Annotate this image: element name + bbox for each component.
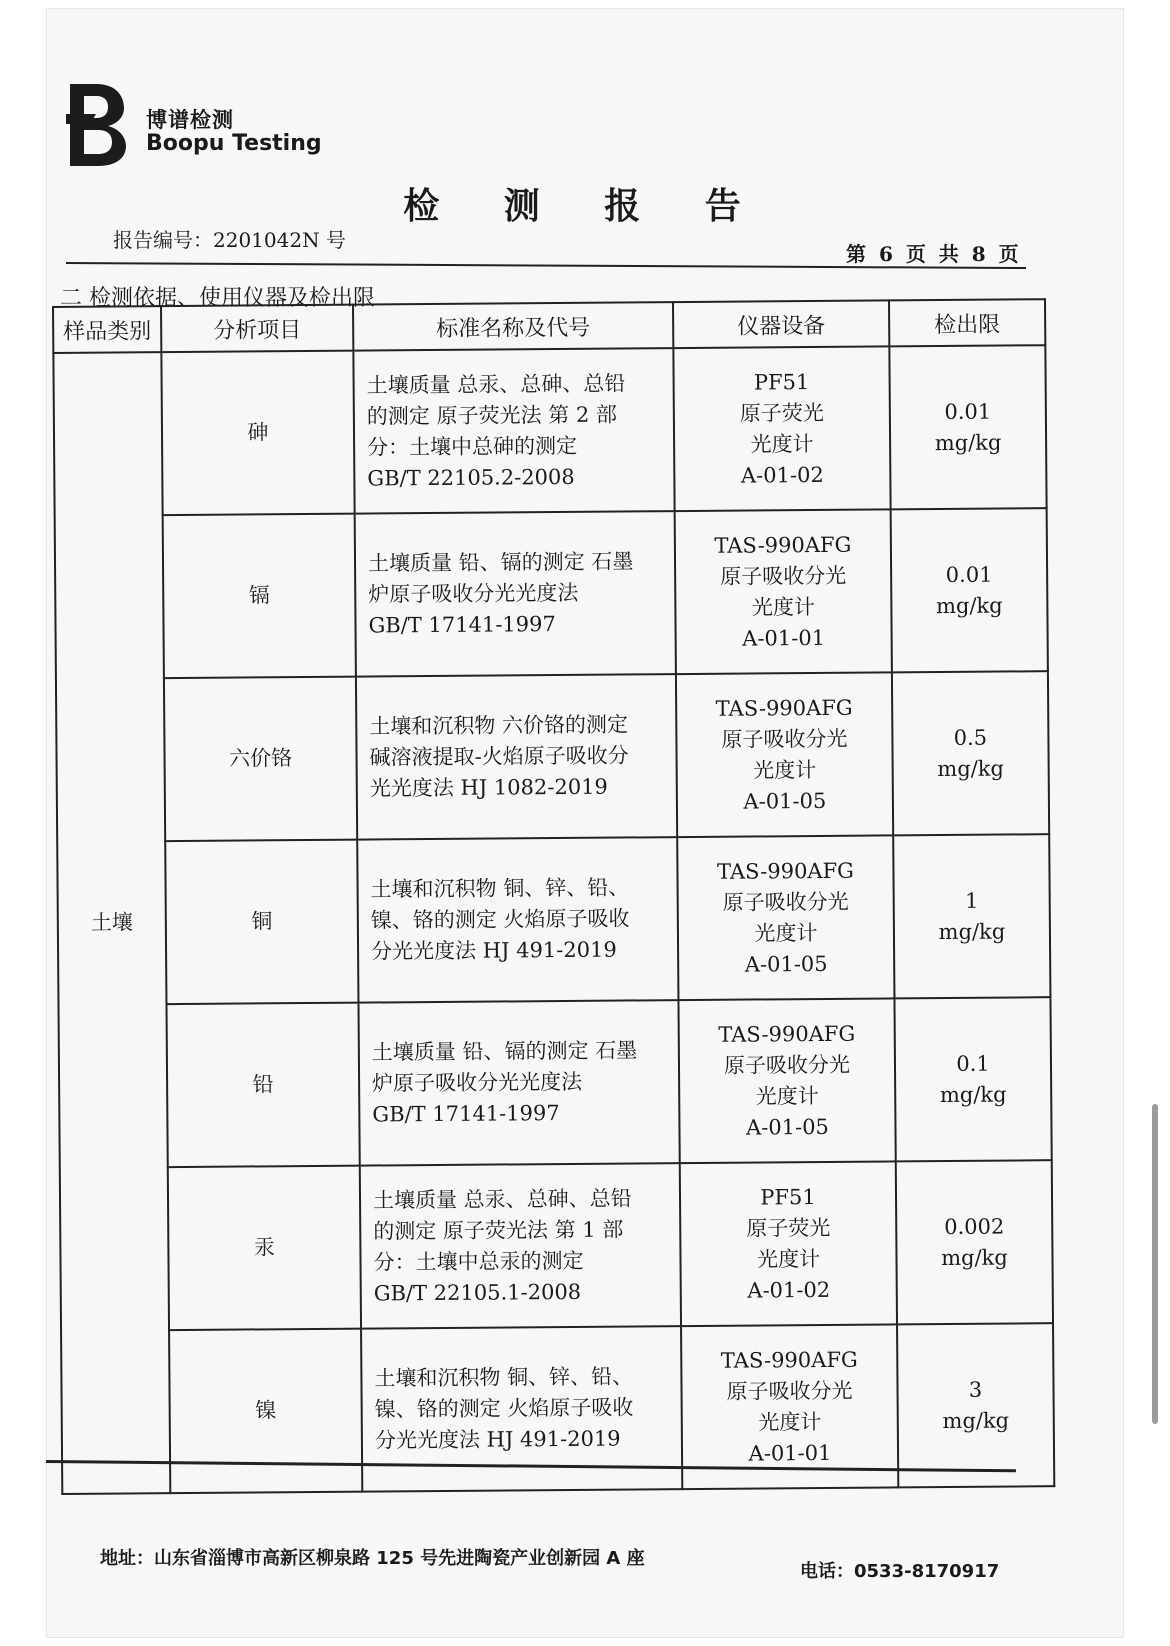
table-row — [55, 508, 1048, 679]
standard-cell — [360, 1163, 681, 1329]
standard-cell-line: 土壤和沉积物 六价铬的测定 — [369, 712, 629, 739]
logo-name-en: Boopu Testing — [146, 131, 322, 156]
standard-cell-line: 分光光度法 HJ 491-2019 — [370, 937, 617, 964]
section-title: 二 检测依据、使用仪器及检出限 — [60, 286, 375, 311]
standard-cell-line: GB/T 17141-1997 — [368, 612, 556, 638]
detection-limit-cell — [897, 1323, 1054, 1487]
detection-limit-cell-line: mg/kg — [934, 430, 1002, 455]
standard-cell-line: 土壤质量 总汞、总砷、总铅 — [366, 371, 626, 398]
detection-limit-cell-line: mg/kg — [939, 1082, 1007, 1107]
instrument-cell-line: 光度计 — [754, 920, 818, 946]
report-title: 检 测 报 告 — [403, 185, 767, 227]
analysis-item-cell: 镉 — [163, 514, 356, 679]
instrument-cell-line: TAS-990AFG — [716, 858, 854, 884]
instrument-cell — [680, 1161, 897, 1326]
detection-limit-cell — [892, 671, 1049, 835]
instrument-cell — [677, 835, 894, 1000]
table-row — [57, 834, 1050, 1005]
instrument-cell-line: A-01-02 — [740, 462, 824, 488]
standard-cell-line: 镍、铬的测定 火焰原子吸收 — [374, 1395, 634, 1422]
table-row — [58, 997, 1051, 1168]
instrument-cell-line: 原子吸收分光 — [721, 726, 848, 752]
instrument-cell — [673, 346, 890, 511]
standard-cell-line: 土壤质量 总汞、总砷、总铅 — [372, 1185, 632, 1213]
detection-limit-cell — [891, 508, 1048, 672]
scrollbar[interactable] — [1152, 1104, 1158, 1424]
report-number: 报告编号：2201042N 号 — [113, 228, 346, 252]
detection-limit-cell-line: mg/kg — [937, 756, 1005, 781]
detection-limit-cell-line: 3 — [968, 1377, 983, 1402]
instrument-cell — [676, 672, 893, 837]
standard-cell-line: 土壤和沉积物 铜、锌、铅、 — [374, 1364, 634, 1391]
standard-cell-line: GB/T 22105.2-2008 — [367, 464, 575, 491]
standard-cell-line: 炉原子吸收分光光度法 — [372, 1069, 583, 1096]
detection-limit-cell-line: mg/kg — [941, 1245, 1008, 1270]
instrument-cell-line: TAS-990AFG — [720, 1347, 858, 1373]
detection-limit-cell-line: 0.01 — [945, 562, 993, 587]
detection-limit-cell-line: 0.5 — [953, 725, 988, 750]
header-sample-type: 样品类别 — [53, 306, 161, 353]
detection-limit-cell-line: mg/kg — [935, 593, 1003, 618]
instrument-cell — [678, 998, 895, 1163]
instrument-cell-line: 原子吸收分光 — [723, 1052, 851, 1078]
standard-cell-line: 镍、铬的测定 火焰原子吸收 — [370, 906, 630, 933]
instrument-cell-line: 光度计 — [756, 1246, 821, 1271]
logo-name-cn: 博谱检测 — [146, 108, 234, 132]
analysis-item-cell: 铅 — [166, 1003, 359, 1168]
instrument-cell-line: A-01-01 — [742, 625, 826, 651]
standard-cell-line: 分：土壤中总汞的测定 — [373, 1248, 584, 1275]
analysis-item-cell: 铜 — [165, 840, 358, 1005]
boopu-logo-icon — [66, 84, 126, 166]
sample-category-cell: 土壤 — [53, 352, 170, 1494]
detection-limit-cell-line: mg/kg — [942, 1408, 1010, 1433]
instrument-cell-line: A-01-05 — [744, 951, 828, 977]
analysis-item-cell: 镍 — [169, 1329, 362, 1494]
standard-cell-line: 的测定 原子荧光法 第 1 部 — [373, 1217, 624, 1244]
instrument-cell-line: 光度计 — [750, 431, 814, 457]
table-row — [60, 1160, 1053, 1331]
analysis-item-cell: 汞 — [168, 1166, 361, 1331]
standard-cell-line: GB/T 22105.1-2008 — [373, 1279, 582, 1306]
instrument-cell-line: 原子吸收分光 — [726, 1378, 853, 1404]
standard-cell — [353, 348, 674, 514]
instrument-cell-line: 原子吸收分光 — [722, 889, 849, 915]
detection-limit-cell — [889, 345, 1046, 509]
instrument-cell-line: TAS-990AFG — [715, 695, 853, 721]
instrument-cell-line: 光度计 — [758, 1409, 822, 1434]
standard-cell-line: 土壤和沉积物 铜、锌、铅、 — [370, 875, 630, 902]
table-row — [53, 345, 1046, 516]
standard-cell-line: 分光光度法 HJ 491-2019 — [374, 1426, 621, 1453]
analysis-item-cell: 砷 — [161, 351, 354, 516]
standard-cell-line: 土壤质量 铅、镉的测定 石墨 — [367, 549, 634, 576]
header-instrument: 仪器设备 — [673, 300, 889, 348]
instrument-cell-line: PF51 — [753, 369, 810, 394]
methods-table — [52, 298, 1055, 1495]
instrument-cell — [675, 509, 892, 674]
page-number: 第 6 页 共 8 页 — [846, 242, 1022, 266]
detection-limit-cell-line: 0.01 — [944, 399, 992, 424]
standard-cell — [355, 511, 676, 677]
standard-cell-line: 分：土壤中总砷的测定 — [367, 433, 578, 460]
instrument-cell-line: 原子荧光 — [739, 400, 824, 426]
standard-cell — [356, 674, 677, 840]
table-row — [56, 671, 1049, 842]
table-header-row — [53, 299, 1045, 353]
standard-cell — [358, 1000, 679, 1166]
instrument-cell-line: PF51 — [760, 1184, 816, 1209]
instrument-cell-line: 原子吸收分光 — [720, 563, 847, 589]
header-detection-limit: 检出限 — [889, 299, 1045, 346]
instrument-cell-line: 光度计 — [751, 594, 815, 620]
instrument-cell-line: 原子荧光 — [746, 1215, 831, 1241]
detection-limit-cell-line: mg/kg — [938, 919, 1006, 944]
standard-cell-line: 的测定 原子荧光法 第 2 部 — [366, 402, 618, 429]
detection-limit-cell-line: 0.002 — [944, 1214, 1005, 1239]
standard-cell-line: 炉原子吸收分光光度法 — [368, 580, 579, 607]
instrument-cell-line: TAS-990AFG — [714, 532, 852, 558]
analysis-item-cell: 六价铬 — [164, 677, 357, 842]
standard-cell — [357, 837, 678, 1003]
standard-cell-line: 土壤质量 铅、镉的测定 石墨 — [371, 1038, 638, 1065]
detection-limit-cell-line: 0.1 — [956, 1051, 990, 1076]
standard-cell-line: GB/T 17141-1997 — [372, 1101, 560, 1127]
instrument-cell-line: A-01-01 — [748, 1440, 832, 1466]
header-standard: 标准名称及代号 — [353, 302, 673, 351]
footer-phone: 电话：0533-8170917 — [800, 1561, 1000, 1582]
standard-cell-line: 光光度法 HJ 1082-2019 — [369, 774, 608, 801]
detection-limit-cell-line: 1 — [964, 888, 979, 913]
instrument-cell-line: A-01-05 — [745, 1114, 829, 1140]
footer-address: 地址：山东省淄博市高新区柳泉路 125 号先进陶瓷产业创新园 A 座 — [100, 1548, 645, 1569]
instrument-cell — [681, 1324, 898, 1489]
header-analysis-item: 分析项目 — [161, 305, 353, 353]
standard-cell-line: 碱溶液提取-火焰原子吸收分 — [369, 743, 629, 770]
detection-limit-cell — [893, 834, 1050, 998]
instrument-cell-line: TAS-990AFG — [718, 1021, 856, 1047]
instrument-cell-line: A-01-02 — [747, 1277, 831, 1303]
instrument-cell-line: A-01-05 — [743, 788, 827, 814]
instrument-cell-line: 光度计 — [755, 1083, 819, 1108]
detection-limit-cell — [896, 1160, 1053, 1324]
detection-limit-cell — [894, 997, 1051, 1161]
instrument-cell-line: 光度计 — [753, 757, 817, 783]
